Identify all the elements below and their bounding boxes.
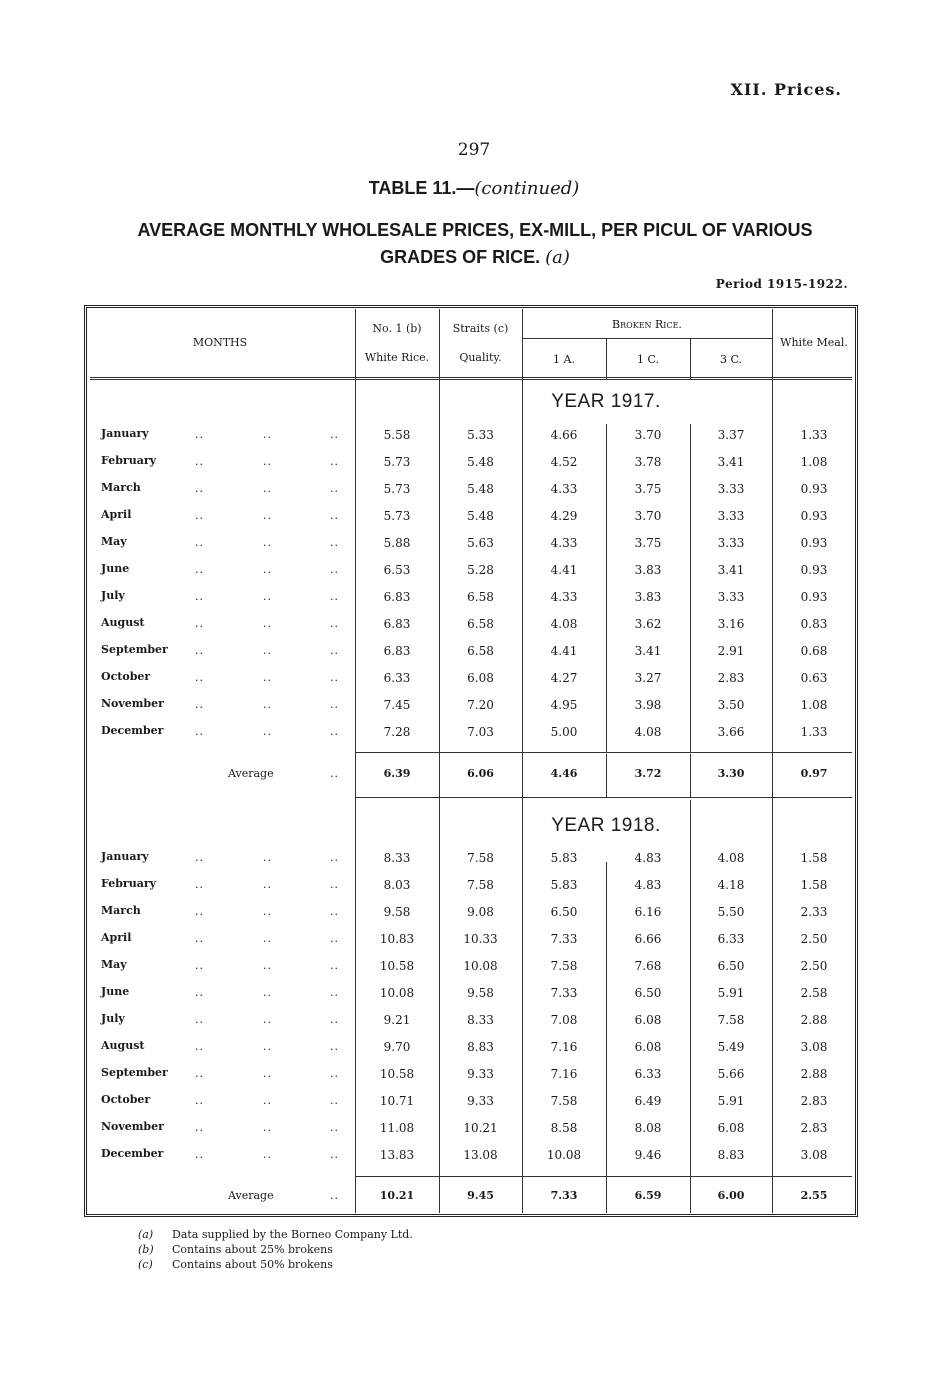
leader-dots: .. <box>195 878 204 891</box>
price-cell: 7.58 <box>550 1094 578 1108</box>
price-cell: 3.83 <box>634 590 662 604</box>
col-header-3c: 3 C. <box>719 353 743 366</box>
average-cell: 2.55 <box>800 1189 828 1202</box>
price-cell: 1.58 <box>800 878 828 892</box>
period-label: Period 1915-1922. <box>715 277 848 291</box>
month-label: January <box>101 850 149 863</box>
price-cell: 0.93 <box>800 536 828 550</box>
price-cell: 2.83 <box>800 1121 828 1135</box>
leader-dots: .. <box>195 725 204 738</box>
price-cell: 4.41 <box>550 563 578 577</box>
year-heading: YEAR 1918. <box>551 815 661 836</box>
price-cell: 4.29 <box>550 509 578 523</box>
leader-dots: .. <box>330 851 339 864</box>
price-cell: 5.83 <box>550 878 578 892</box>
price-cell: 7.58 <box>467 851 494 865</box>
col-header-months: MONTHS <box>192 336 248 349</box>
price-cell: 1.08 <box>800 698 828 712</box>
price-cell: 6.08 <box>634 1040 662 1054</box>
price-cell: 7.68 <box>634 959 662 973</box>
price-cell: 8.03 <box>383 878 411 892</box>
leader-dots: .. <box>330 932 339 945</box>
month-label: July <box>101 1012 125 1025</box>
leader-dots: .. <box>263 878 272 891</box>
price-cell: 7.16 <box>550 1040 578 1054</box>
leader-dots: .. <box>263 851 272 864</box>
price-cell: 5.48 <box>467 509 494 523</box>
leader-dots: .. <box>330 509 339 522</box>
price-cell: 6.16 <box>634 905 662 919</box>
price-cell: 3.62 <box>634 617 662 631</box>
month-label: April <box>101 508 132 521</box>
leader-dots: .. <box>330 536 339 549</box>
leader-dots: .. <box>195 959 204 972</box>
leader-dots: .. <box>330 1094 339 1107</box>
col-header-no1-top: No. 1 (b) <box>372 322 422 335</box>
month-label: October <box>101 670 151 683</box>
average-cell: 6.06 <box>467 767 494 780</box>
month-label: April <box>101 931 132 944</box>
leader-dots: .. <box>195 509 204 522</box>
leader-dots: .. <box>330 1013 339 1026</box>
average-cell: 9.45 <box>467 1189 494 1202</box>
price-cell: 4.52 <box>550 455 578 469</box>
leader-dots: .. <box>195 1067 204 1080</box>
price-cell: 6.08 <box>467 671 494 685</box>
price-cell: 4.41 <box>550 644 578 658</box>
table-continued: (continued) <box>474 178 580 199</box>
price-cell: 3.83 <box>634 563 662 577</box>
price-cell: 4.08 <box>717 851 745 865</box>
month-label: August <box>101 616 145 629</box>
average-label: Average <box>228 1189 274 1202</box>
leader-dots: .. <box>195 851 204 864</box>
header-bottom-rule <box>90 377 852 380</box>
leader-dots: .. <box>330 482 339 495</box>
price-cell: 8.83 <box>717 1148 745 1162</box>
month-label: September <box>101 643 168 656</box>
price-cell: 8.33 <box>467 1013 494 1027</box>
average-cell: 10.21 <box>379 1189 415 1202</box>
table-heading <box>100 217 850 271</box>
month-label: May <box>101 958 127 971</box>
price-cell: 9.33 <box>467 1067 494 1081</box>
col-header-straits-top: Straits (c) <box>452 322 509 335</box>
price-cell: 13.08 <box>463 1148 498 1162</box>
leader-dots: .. <box>263 1067 272 1080</box>
leader-dots: .. <box>263 509 272 522</box>
price-cell: 3.16 <box>717 617 745 631</box>
price-cell: 5.73 <box>383 482 411 496</box>
leader-dots: .. <box>330 671 339 684</box>
price-cell: 6.58 <box>467 644 494 658</box>
leader-dots: .. <box>195 932 204 945</box>
price-cell: 5.63 <box>467 536 494 550</box>
price-cell: 10.21 <box>463 1121 498 1135</box>
leader-dots: .. <box>330 1189 339 1202</box>
leader-dots: .. <box>330 563 339 576</box>
month-label: January <box>101 427 149 440</box>
price-cell: 4.08 <box>634 725 662 739</box>
price-cell: 7.33 <box>550 932 578 946</box>
leader-dots: .. <box>263 590 272 603</box>
average-cell: 0.97 <box>800 767 828 780</box>
heading-line-2-text: GRADES OF RICE. <box>380 247 541 267</box>
col-header-straits-bottom: Quality. <box>459 351 502 364</box>
leader-dots: .. <box>195 986 204 999</box>
price-cell: 5.83 <box>550 851 578 865</box>
footnote-b <box>138 1242 413 1257</box>
price-cell: 5.73 <box>383 509 411 523</box>
price-cell: 2.33 <box>800 905 828 919</box>
price-cell: 8.58 <box>550 1121 578 1135</box>
price-cell: 5.91 <box>717 1094 745 1108</box>
price-cell: 4.83 <box>634 851 662 865</box>
price-cell: 2.58 <box>800 986 828 1000</box>
price-cell: 2.50 <box>800 959 828 973</box>
month-label: March <box>101 904 141 917</box>
price-cell: 8.83 <box>467 1040 494 1054</box>
price-cell: 0.83 <box>800 617 828 631</box>
leader-dots: .. <box>263 617 272 630</box>
leader-dots: .. <box>195 905 204 918</box>
price-cell: 6.53 <box>383 563 411 577</box>
price-cell: 5.58 <box>383 428 411 442</box>
leader-dots: .. <box>263 563 272 576</box>
price-cell: 2.83 <box>717 671 745 685</box>
leader-dots: .. <box>330 959 339 972</box>
price-cell: 3.70 <box>634 509 662 523</box>
price-cell: 3.33 <box>717 482 745 496</box>
month-label: September <box>101 1066 168 1079</box>
price-cell: 10.71 <box>379 1094 415 1108</box>
avg-1917-bottom-rule <box>355 797 852 798</box>
heading-footnote-ref: (a) <box>545 247 570 268</box>
average-cell: 6.59 <box>634 1189 662 1202</box>
price-cell: 4.33 <box>550 482 578 496</box>
price-cell: 2.50 <box>800 932 828 946</box>
price-cell: 1.58 <box>800 851 828 865</box>
month-label: July <box>101 589 125 602</box>
price-cell: 2.88 <box>800 1067 828 1081</box>
price-cell: 4.95 <box>550 698 578 712</box>
price-cell: 0.93 <box>800 482 828 496</box>
col-header-white-meal: White Meal. <box>780 336 848 349</box>
price-cell: 6.50 <box>550 905 578 919</box>
price-cell: 3.08 <box>800 1040 828 1054</box>
price-cell: 11.08 <box>379 1121 415 1135</box>
page-number: 297 <box>457 140 491 160</box>
col-header-no1-bottom: White Rice. <box>364 351 430 364</box>
price-cell: 7.58 <box>717 1013 745 1027</box>
leader-dots: .. <box>263 932 272 945</box>
average-cell: 4.46 <box>550 767 578 780</box>
leader-dots: .. <box>263 536 272 549</box>
price-cell: 2.83 <box>800 1094 828 1108</box>
price-cell: 9.08 <box>467 905 494 919</box>
month-label: December <box>101 1147 164 1160</box>
footnote-text: Contains about 50% brokens <box>172 1258 333 1271</box>
price-cell: 1.33 <box>800 725 828 739</box>
footnote-text: Contains about 25% brokens <box>172 1243 333 1256</box>
price-cell: 3.33 <box>717 509 745 523</box>
price-cell: 6.33 <box>634 1067 662 1081</box>
leader-dots: .. <box>330 1148 339 1161</box>
month-label: June <box>101 562 130 575</box>
price-cell: 0.93 <box>800 563 828 577</box>
month-label: February <box>101 877 157 890</box>
price-cell: 7.58 <box>550 959 578 973</box>
leader-dots: .. <box>195 698 204 711</box>
leader-dots: .. <box>263 986 272 999</box>
month-label: December <box>101 724 164 737</box>
footnotes <box>138 1227 413 1272</box>
price-cell: 3.41 <box>717 455 745 469</box>
leader-dots: .. <box>263 482 272 495</box>
footnote-key: (b) <box>138 1243 154 1256</box>
price-cell: 10.33 <box>463 932 498 946</box>
col-header-1c: 1 C. <box>636 353 660 366</box>
price-cell: 0.93 <box>800 590 828 604</box>
leader-dots: .. <box>263 905 272 918</box>
leader-dots: .. <box>263 1148 272 1161</box>
price-cell: 10.58 <box>379 959 415 973</box>
leader-dots: .. <box>330 590 339 603</box>
month-label: March <box>101 481 141 494</box>
average-cell: 6.00 <box>717 1189 745 1202</box>
price-cell: 4.83 <box>634 878 662 892</box>
price-cell: 3.37 <box>717 428 745 442</box>
leader-dots: .. <box>195 1013 204 1026</box>
price-cell: 1.33 <box>800 428 828 442</box>
leader-dots: .. <box>195 644 204 657</box>
price-cell: 5.73 <box>383 455 411 469</box>
price-cell: 6.50 <box>634 986 662 1000</box>
leader-dots: .. <box>195 1121 204 1134</box>
price-cell: 5.48 <box>467 455 494 469</box>
leader-dots: .. <box>330 986 339 999</box>
price-cell: 8.33 <box>383 851 411 865</box>
price-cell: 9.70 <box>383 1040 411 1054</box>
leader-dots: .. <box>330 905 339 918</box>
price-cell: 0.93 <box>800 509 828 523</box>
price-cell: 8.08 <box>634 1121 662 1135</box>
section-header: XII. Prices. <box>730 80 842 99</box>
price-cell: 9.58 <box>467 986 494 1000</box>
leader-dots: .. <box>330 725 339 738</box>
year-heading: YEAR 1917. <box>551 391 661 412</box>
month-label: November <box>101 1120 164 1133</box>
price-cell: 3.27 <box>634 671 662 685</box>
price-cell: 3.66 <box>717 725 745 739</box>
price-cell: 6.08 <box>717 1121 745 1135</box>
price-cell: 5.91 <box>717 986 745 1000</box>
price-cell: 3.41 <box>634 644 662 658</box>
price-cell: 3.75 <box>634 536 662 550</box>
leader-dots: .. <box>195 590 204 603</box>
price-cell: 4.08 <box>550 617 578 631</box>
price-cell: 10.08 <box>546 1148 582 1162</box>
leader-dots: .. <box>263 725 272 738</box>
price-cell: 6.83 <box>383 590 411 604</box>
footnote-a <box>138 1227 413 1242</box>
price-cell: 6.83 <box>383 644 411 658</box>
average-cell: 6.39 <box>383 767 411 780</box>
leader-dots: .. <box>263 428 272 441</box>
average-cell: 7.33 <box>550 1189 578 1202</box>
leader-dots: .. <box>195 617 204 630</box>
leader-dots: .. <box>195 536 204 549</box>
price-cell: 6.49 <box>634 1094 662 1108</box>
footnote-key: (c) <box>138 1258 153 1271</box>
price-cell: 7.08 <box>550 1013 578 1027</box>
price-cell: 0.68 <box>800 644 828 658</box>
price-cell: 9.33 <box>467 1094 494 1108</box>
leader-dots: .. <box>330 698 339 711</box>
price-cell: 3.41 <box>717 563 745 577</box>
month-label: August <box>101 1039 145 1052</box>
leader-dots: .. <box>195 1148 204 1161</box>
price-cell: 6.33 <box>717 932 745 946</box>
price-cell: 5.48 <box>467 482 494 496</box>
leader-dots: .. <box>330 428 339 441</box>
leader-dots: .. <box>263 671 272 684</box>
price-cell: 7.58 <box>467 878 494 892</box>
price-cell: 6.66 <box>634 932 662 946</box>
leader-dots: .. <box>195 1040 204 1053</box>
price-cell: 5.33 <box>467 428 494 442</box>
leader-dots: .. <box>195 563 204 576</box>
leader-dots: .. <box>263 698 272 711</box>
price-cell: 3.70 <box>634 428 662 442</box>
price-cell: 9.21 <box>383 1013 411 1027</box>
price-cell: 5.88 <box>383 536 411 550</box>
price-cell: 3.33 <box>717 590 745 604</box>
leader-dots: .. <box>195 1094 204 1107</box>
heading-line-2 <box>100 244 850 271</box>
leader-dots: .. <box>330 455 339 468</box>
footnote-c <box>138 1257 413 1272</box>
price-cell: 2.91 <box>717 644 745 658</box>
average-cell: 3.30 <box>717 767 745 780</box>
price-cell: 3.33 <box>717 536 745 550</box>
leader-dots: .. <box>195 455 204 468</box>
price-cell: 5.28 <box>467 563 494 577</box>
leader-dots: .. <box>263 644 272 657</box>
leader-dots: .. <box>195 671 204 684</box>
leader-dots: .. <box>263 1094 272 1107</box>
price-cell: 3.98 <box>634 698 662 712</box>
price-cell: 2.88 <box>800 1013 828 1027</box>
price-cell: 4.27 <box>550 671 578 685</box>
col-header-1a: 1 A. <box>553 353 575 366</box>
broken-rice-rule <box>522 338 772 339</box>
leader-dots: .. <box>195 482 204 495</box>
leader-dots: .. <box>330 1067 339 1080</box>
month-label: October <box>101 1093 151 1106</box>
price-cell: 4.33 <box>550 536 578 550</box>
leader-dots: .. <box>263 1013 272 1026</box>
leader-dots: .. <box>330 644 339 657</box>
table-label: TABLE 11.— <box>368 178 475 198</box>
month-label: November <box>101 697 164 710</box>
price-cell: 3.08 <box>800 1148 828 1162</box>
price-cell: 10.08 <box>463 959 498 973</box>
leader-dots: .. <box>263 1040 272 1053</box>
price-cell: 3.78 <box>634 455 662 469</box>
price-cell: 3.75 <box>634 482 662 496</box>
month-label: February <box>101 454 157 467</box>
price-cell: 1.08 <box>800 455 828 469</box>
price-cell: 10.83 <box>379 932 415 946</box>
price-cell: 6.50 <box>717 959 745 973</box>
heading-line-1: AVERAGE MONTHLY WHOLESALE PRICES, EX-MILL, PER PICUL OF VARIOUS <box>137 220 813 240</box>
price-cell: 6.08 <box>634 1013 662 1027</box>
footnote-text: Data supplied by the Borneo Company Ltd. <box>172 1228 413 1241</box>
price-cell: 0.63 <box>800 671 828 685</box>
price-cell: 5.66 <box>717 1067 745 1081</box>
price-cell: 7.20 <box>467 698 494 712</box>
price-cell: 4.33 <box>550 590 578 604</box>
table-title <box>0 178 948 199</box>
average-cell: 3.72 <box>634 767 662 780</box>
leader-dots: .. <box>263 1121 272 1134</box>
leader-dots: .. <box>330 1040 339 1053</box>
price-cell: 13.83 <box>379 1148 415 1162</box>
price-cell: 9.46 <box>634 1148 662 1162</box>
month-label: May <box>101 535 127 548</box>
price-cell: 7.33 <box>550 986 578 1000</box>
col-header-broken-rice: Broken Rice. <box>612 318 682 331</box>
price-cell: 7.03 <box>467 725 494 739</box>
price-cell: 4.66 <box>550 428 578 442</box>
month-label: June <box>101 985 130 998</box>
leader-dots: .. <box>263 959 272 972</box>
price-cell: 5.00 <box>550 725 578 739</box>
price-cell: 6.58 <box>467 590 494 604</box>
leader-dots: .. <box>195 428 204 441</box>
average-label: Average <box>228 767 274 780</box>
price-cell: 4.18 <box>717 878 745 892</box>
price-cell: 10.08 <box>379 986 415 1000</box>
price-cell: 5.50 <box>717 905 745 919</box>
price-cell: 6.33 <box>383 671 411 685</box>
price-cell: 7.16 <box>550 1067 578 1081</box>
price-cell: 9.58 <box>383 905 411 919</box>
avg-1918-top-rule <box>355 1176 852 1177</box>
price-cell: 7.28 <box>383 725 411 739</box>
leader-dots: .. <box>330 878 339 891</box>
price-cell: 10.58 <box>379 1067 415 1081</box>
leader-dots: .. <box>330 1121 339 1134</box>
price-cell: 5.49 <box>717 1040 745 1054</box>
leader-dots: .. <box>263 455 272 468</box>
price-cell: 6.83 <box>383 617 411 631</box>
leader-dots: .. <box>330 767 339 780</box>
footnote-key: (a) <box>138 1228 154 1241</box>
leader-dots: .. <box>330 617 339 630</box>
price-cell: 3.50 <box>717 698 745 712</box>
price-cell: 7.45 <box>383 698 411 712</box>
price-cell: 6.58 <box>467 617 494 631</box>
avg-1917-top-rule <box>355 752 852 753</box>
